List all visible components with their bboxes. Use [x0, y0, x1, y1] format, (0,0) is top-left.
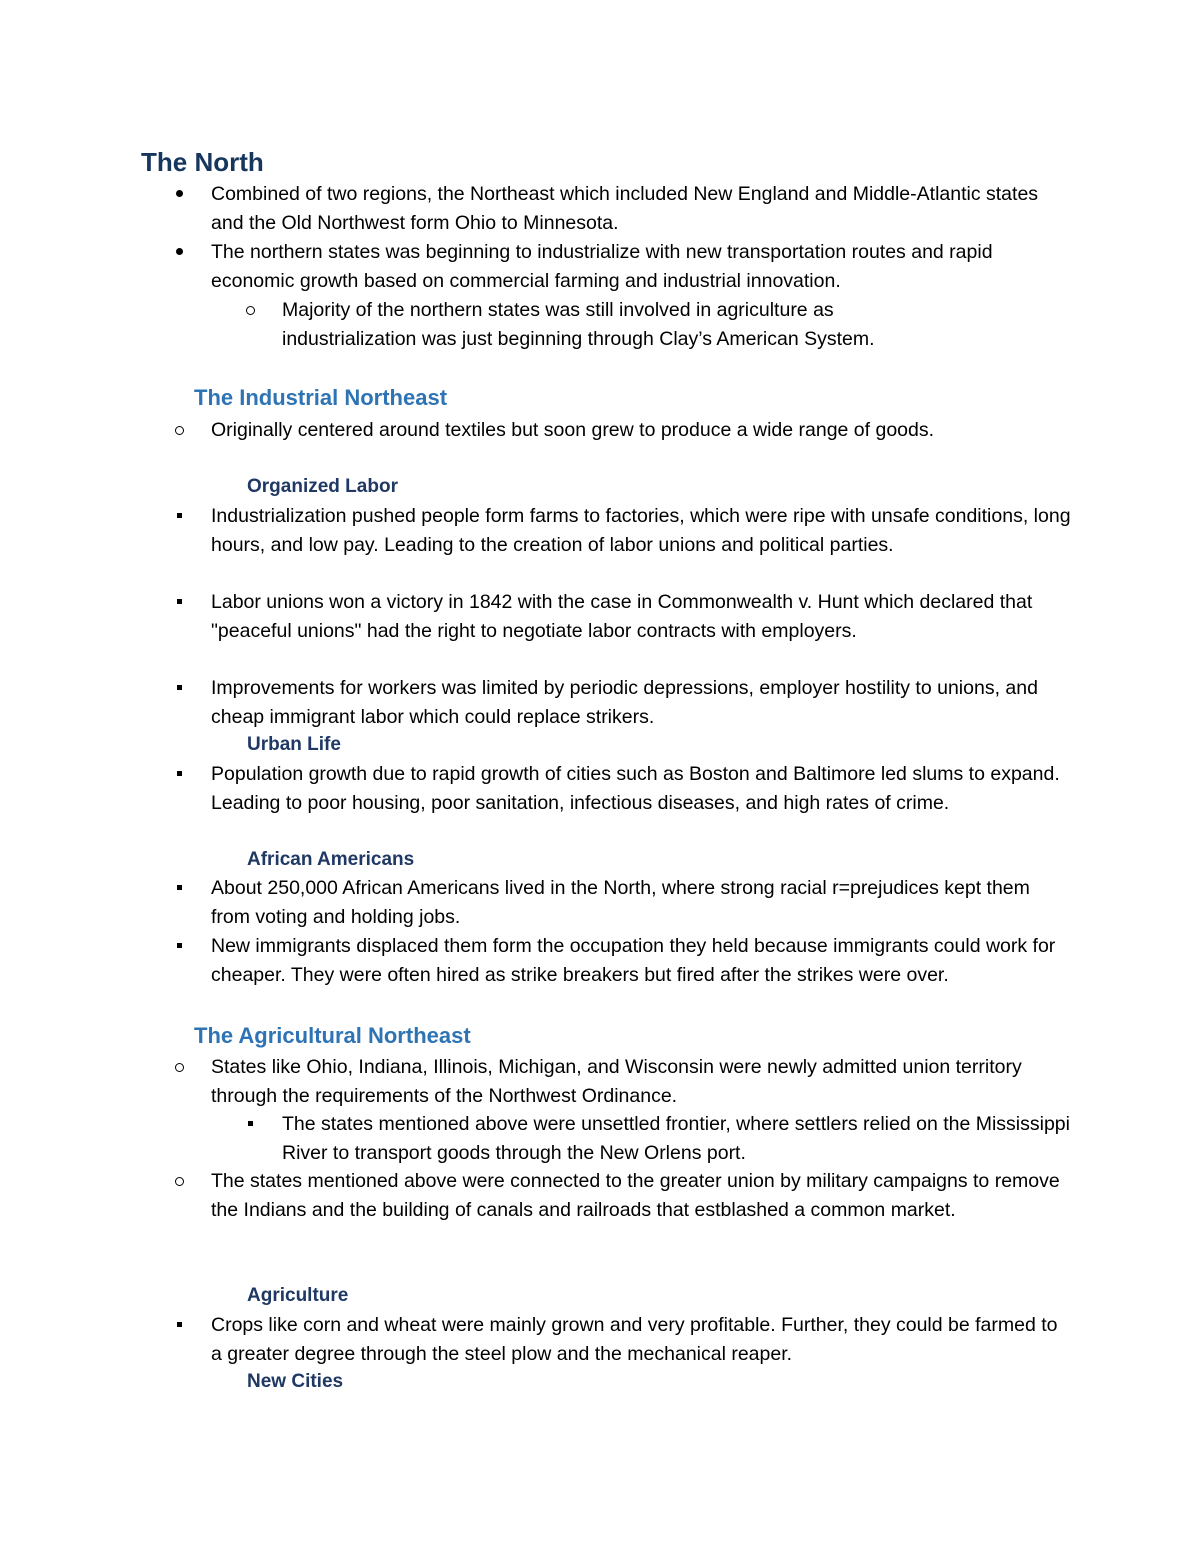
bullet-circle-icon [175, 426, 184, 435]
list-item: The states mentioned above were connected to the greater union by military campaigns to remove the Indians and the building of canals and railroads that estblashed a common market. [211, 1167, 1071, 1224]
list-item: States like Ohio, Indiana, Illinois, Michigan, and Wisconsin were newly admitted union territory through the requirements of the Northwest Ordinance. [211, 1053, 1071, 1110]
bullet-circle-icon [175, 1063, 184, 1072]
bullet-disc-icon [176, 248, 183, 255]
bullet-square-icon [177, 885, 182, 890]
bullet-square-icon [177, 513, 182, 518]
subsection-heading: New Cities [247, 1371, 344, 1392]
list-item: Improvements for workers was limited by periodic depressions, employer hostility to unions, and cheap immigrant labor which could replace strikers. [211, 674, 1071, 731]
bullet-circle-icon [175, 1177, 184, 1186]
subsection-heading: Agriculture [247, 1285, 349, 1306]
subsection-heading: Urban Life [247, 734, 341, 755]
bullet-circle-icon [246, 306, 255, 315]
section-heading: The Industrial Northeast [194, 385, 448, 410]
list-item: The states mentioned above were unsettled frontier, where settlers relied on the Mississippi River to transport goods through the New Orlens port. [282, 1110, 1072, 1167]
list-item: Crops like corn and wheat were mainly grown and very profitable. Further, they could be farmed to a greater degree through the steel plow and the mechanical reaper. [211, 1311, 1071, 1368]
subsection-heading: African Americans [247, 849, 415, 870]
bullet-square-icon [177, 943, 182, 948]
list-item: About 250,000 African Americans lived in the North, where strong racial r=prejudices kept them from voting and holding jobs. [211, 874, 1071, 931]
list-item: Labor unions won a victory in 1842 with the case in Commonwealth v. Hunt which declared that "peaceful unions" had the right to negotiate labor contracts with employers. [211, 588, 1071, 645]
list-item: Population growth due to rapid growth of cities such as Boston and Baltimore led slums to expand. Leading to poor housing, poor sanitation, infectious diseases, and high rates of crime. [211, 760, 1071, 817]
subsection-heading: Organized Labor [247, 476, 398, 497]
bullet-disc-icon [176, 190, 183, 197]
bullet-square-icon [177, 1322, 182, 1327]
list-item: New immigrants displaced them form the occupation they held because immigrants could work for cheaper. They were often hired as strike breakers but fired after the strikes were over. [211, 932, 1071, 989]
bullet-square-icon [177, 685, 182, 690]
list-item: Combined of two regions, the Northeast which included New England and Middle-Atlantic states and the Old Northwest form Ohio to Minnesota. [211, 180, 1071, 237]
page-title: The North [141, 147, 264, 177]
bullet-square-icon [177, 771, 182, 776]
bullet-square-icon [248, 1121, 253, 1126]
bullet-square-icon [177, 599, 182, 604]
list-item: Industrialization pushed people form farms to factories, which were ripe with unsafe conditions, long hours, and low pay. Leading to the creation of labor unions and political parties. [211, 502, 1071, 559]
list-item: The northern states was beginning to industrialize with new transportation routes and rapid economic growth based on commercial farming and industrial innovation. [211, 238, 1071, 295]
list-item: Majority of the northern states was still involved in agriculture as industrialization was just beginning through Clay’s American System. [282, 296, 962, 353]
section-heading: The Agricultural Northeast [194, 1023, 471, 1048]
list-item: Originally centered around textiles but soon grew to produce a wide range of goods. [211, 416, 1071, 445]
